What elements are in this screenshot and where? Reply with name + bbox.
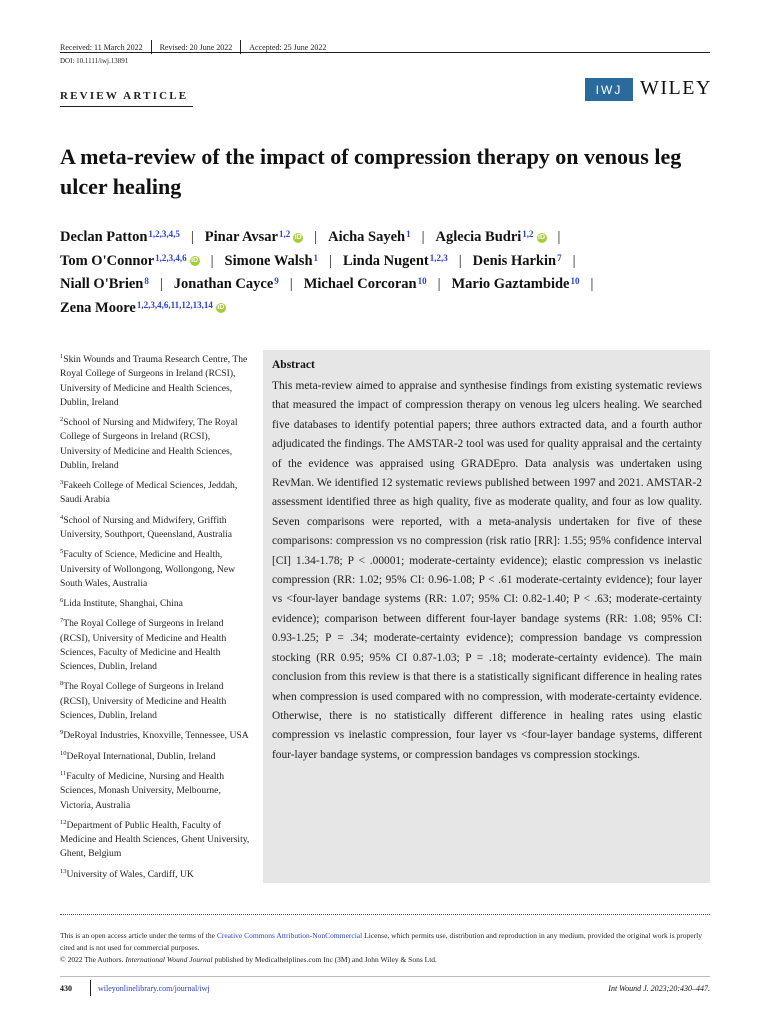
orcid-icon[interactable]: iD <box>294 233 302 241</box>
affiliation: $^{11}$Faculty of Medicine, Nursing and Health Sciences, Monash University, Melbourne, Victoria, Australia <box>60 769 224 811</box>
author: Declan Patton$^{1,2,3,4,5}$ <box>60 229 180 245</box>
author: Mario Gaztambide$^{10}$ <box>451 276 580 292</box>
affiliation: $^{13}$University of Wales, Cardiff, UK <box>60 867 194 880</box>
author: Niall O'Brien$^8$ <box>60 276 149 292</box>
revised-date: Revised: 20 June 2022 <box>159 42 233 52</box>
abstract-box <box>263 350 710 883</box>
journal-name: International Wound Journal <box>125 955 213 964</box>
affiliation: $^6$Lida Institute, Shanghai, China <box>60 596 183 610</box>
footer-rule <box>60 976 710 977</box>
article-type: REVIEW ARTICLE <box>60 90 189 102</box>
author: Michael Corcoran$^{10}$ <box>303 276 427 292</box>
author: Aglecia Budri$^{1,2}$ iD <box>435 229 546 245</box>
orcid-icon[interactable]: iD <box>191 257 199 265</box>
author: Linda Nugent$^{1,2,3}$ <box>342 252 448 269</box>
page-number: 430 <box>60 984 72 993</box>
abstract-heading: Abstract <box>272 359 315 371</box>
author-line: Tom O'Connor$^{1,2,3,4,6}$ iD | Simone Walsh$^1$ | Linda Nugent$^{1,2,3}$ | Denis Harkin$^7$ | <box>60 252 576 269</box>
affiliation: $^4$School of Nursing and Midwifery, Griffith University, Southport, Queensland, Australia <box>60 513 233 540</box>
license-link[interactable]: Creative Commons Attribution-NonCommercial <box>216 931 363 940</box>
affiliation: $^9$DeRoyal Industries, Knoxville, Tennessee, USA <box>60 729 249 742</box>
article-title: A meta-review of the impact of compression therapy on venous leg ulcer healing <box>60 144 682 199</box>
orcid-icon[interactable]: iD <box>538 233 546 241</box>
author: Zena Moore$^{1,2,3,4,6,11,12,13,14}$ iD <box>60 299 225 316</box>
divider <box>90 980 91 996</box>
affiliation: $^1$Skin Wounds and Trauma Research Centre, The Royal College of Surgeons in Ireland (RCSI), University of Medicine and Health Sciences, Dublin, Ireland <box>60 353 248 408</box>
affiliation: $^7$The Royal College of Surgeons in Ireland (RCSI), University of Medicine and Health Sciences, Faculty of Medicine and Health Sciences, Dublin, Ireland <box>60 617 227 673</box>
author: Denis Harkin$^7$ <box>472 252 562 269</box>
author: Pinar Avsar$^{1,2}$ iD <box>204 229 302 245</box>
received-date: Received: 11 March 2022 <box>60 42 143 52</box>
author-line: Niall O'Brien$^8$ | Jonathan Cayce$^9$ | Michael Corcoran$^{10}$ | Mario Gaztambide$^{10}$ | <box>60 276 594 292</box>
affiliation: $^{10}$DeRoyal International, Dublin, Ireland <box>60 749 216 762</box>
affiliation: $^{12}$Department of Public Health, Faculty of Medicine and Health Sciences, Ghent University, Ghent, Belgium <box>60 818 250 860</box>
affiliation: $^8$The Royal College of Surgeons in Ireland (RCSI), University of Medicine and Health Sciences, Dublin, Ireland <box>60 680 227 721</box>
publisher-logo[interactable]: WILEY <box>640 77 712 99</box>
journal-logo[interactable]: IWJ <box>585 78 633 101</box>
author: Aicha Sayeh$^1$ <box>328 229 411 245</box>
article-type-underline <box>60 106 193 107</box>
footnote-divider <box>60 914 710 915</box>
author: Jonathan Cayce$^9$ <box>173 276 279 292</box>
accepted-date: Accepted: 25 June 2022 <box>249 42 327 52</box>
abstract-text: This meta-review aimed to appraise and synthesise findings from existing systematic reviews that measured the impact of compression therapy on venous leg ulcers healing. We searched five databases to identify potential papers; three authors extracted data, and a fourth author adjudicated the findings. The AMSTAR-2 tool was used for quality appraisal and the certainty of the evidence was appraised using GRADEpro. Data analysis was undertaken using RevMan. We identified 12 systematic reviews published between 1997 and 2021. AMSTAR-2 assessment identified three as high quality, five as moderate quality, and four as low quality. Seven comparisons were reported, with a meta-analysis undertaken for five of these comparisons: compression vs no compression (risk ratio [RR]: 1.55; 95% confidence interval [CI] 1.34-1.78; P < .00001; moderate-certainty evidence); elastic compression vs inelastic compression (RR: 1.02; 95% CI: 0.96-1.08; P < .61 moderate-certainty evidence); four layer vs <four-layer bandage systems (RR: 1.07; 95% CI: 0.82-1.40; P < .63; moderate-certainty evidence); comparison between different four-layer bandage systems (RR: 1.08; 95% CI: 0.93-1.25; P = .34; moderate-certainty evidence); compression bandage vs compression stocking (RR 0.95; 95% CI 0.87-1.03; P = .18; moderate-certainty evidence). The main conclusion from this review is that there is a statistically significant difference in healing rates when compression is used compared with no compression, with moderate-certainty evidence. Otherwise, there is no statistically different difference in healing rates using elastic compression vs inelastic compression, four layer vs <four-layer bandage systems, different four-layer bandage systems, or compression bandages vs compression stockings. <box>272 380 702 761</box>
header-rule <box>60 52 710 53</box>
author-line <box>60 297 720 321</box>
doi[interactable]: DOI: 10.1111/iwj.13891 <box>60 57 129 65</box>
affiliation: $^3$Fakeeh College of Medical Sciences, Jeddah, Saudi Arabia <box>60 479 238 506</box>
citation: Int Wound J. 2023;20:430–447. <box>608 984 710 993</box>
author: Tom O'Connor$^{1,2,3,4,6}$ iD <box>60 252 199 269</box>
affiliation: $^5$Faculty of Science, Medicine and Health, University of Wollongong, Wollongong, New South Wales, Australia <box>60 548 236 589</box>
author: Simone Walsh$^1$ <box>224 252 319 269</box>
orcid-icon[interactable]: iD <box>217 304 225 312</box>
journal-url-link[interactable]: wileyonlinelibrary.com/journal/iwj <box>98 984 210 993</box>
author-line: Declan Patton$^{1,2,3,4,5}$ | Pinar Avsar$^{1,2}$ iD | Aicha Sayeh$^1$ | Aglecia Budri$^{1,2}$ iD | <box>60 229 561 245</box>
author-list <box>60 226 720 320</box>
affiliation: $^2$School of Nursing and Midwifery, The Royal College of Surgeons in Ireland (RCSI), University of Medicine and Health Sciences, Dublin, Ireland <box>60 416 238 471</box>
affiliations <box>60 350 250 885</box>
license-footnote: This is an open access article under the terms of the Creative Commons Attribution-NonCommercial License, which permits use, distribution and reproduction in any medium, provided the original work is properly cited and is not used for commercial purposes. © 2022 The Authors. International Wound Journal published by Medicalhelplines.com Inc (3M) and John Wiley & Sons Ltd. <box>60 931 702 964</box>
